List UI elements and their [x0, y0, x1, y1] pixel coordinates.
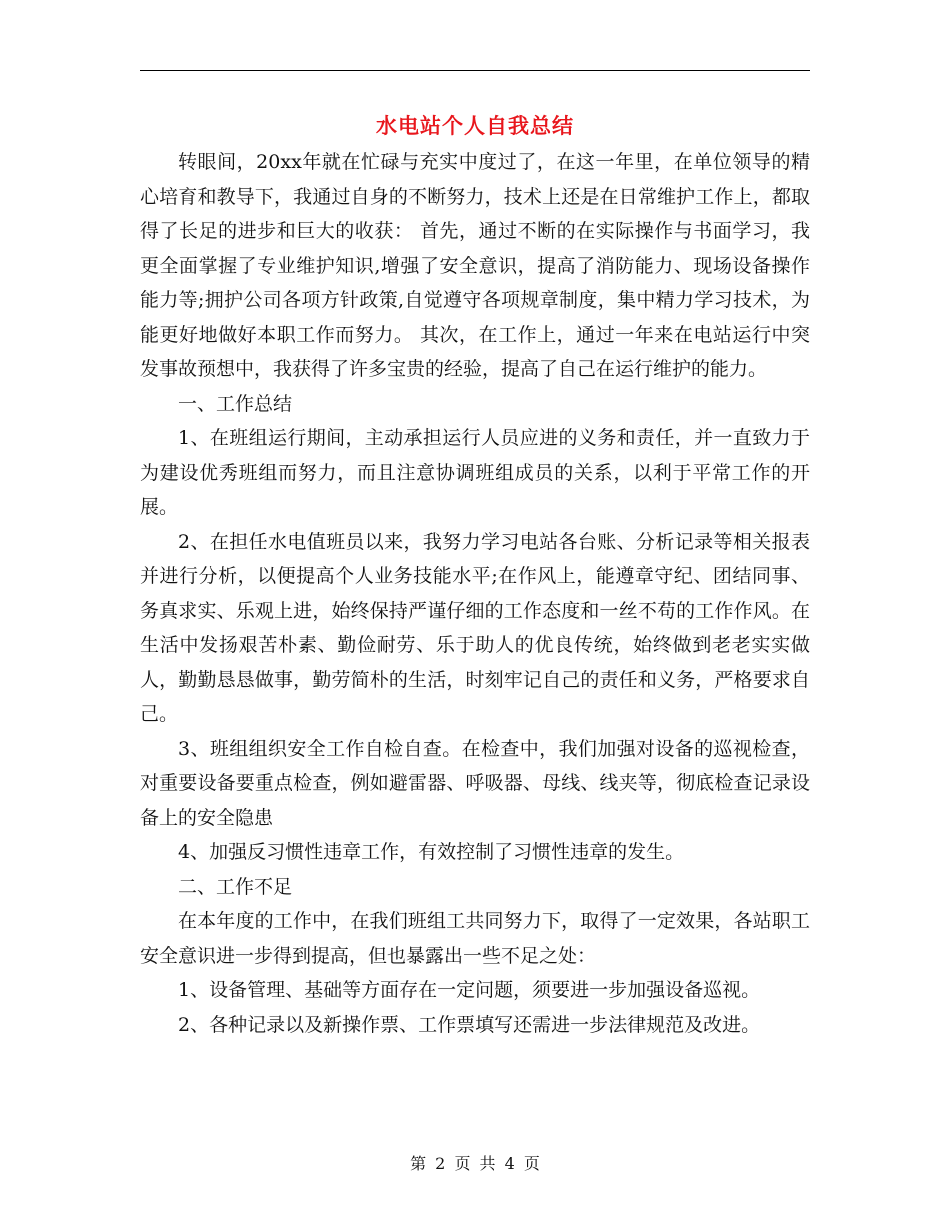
header-rule: [140, 70, 810, 71]
paragraph-shortcomings-intro: 在本年度的工作中，在我们班组工共同努力下，取得了一定效果，各站职工安全意识进一步得到提高，但也暴露出一些不足之处：: [140, 910, 810, 967]
section-heading-work-summary: 一、工作总结: [178, 392, 293, 415]
paragraph-shortcoming-item-2: 2、各种记录以及新操作票、工作票填写还需进一步法律规范及改进。: [178, 1013, 761, 1036]
paragraph-shortcoming-item-1: 1、设备管理、基础等方面存在一定问题，须要进一步加强设备巡视。: [178, 979, 761, 1001]
document-title: 水电站个人自我总结: [376, 113, 574, 138]
page-number: 第 2 页 共 4 页: [410, 1154, 540, 1173]
paragraph-summary-item-4: 4、加强反习惯性违章工作，有效控制了习惯性违章的发生。: [178, 841, 685, 863]
paragraph-intro: 转眼间，20xx年就在忙碌与充实中度过了，在这一年里，在单位领导的精心培育和教导下，我通过自身的不断努力，技术上还是在日常维护工作上，都取得了长足的进步和巨大的收获： 首先，通过不断的在实际操作与书面学习，我更全面掌握了专业维护知识,增强了安全意识，提高了消防能力、现场设备操作能力等;拥护公司各项方针政策,自觉遵守各项规章制度，集中精力学习技术，为能更好地做好本职工作而努力。 其次，在工作上，通过一年来在电站运行中突发事故预想中，我获得了许多宝贵的经验，提高了自己在运行维护的能力。: [140, 151, 810, 380]
paragraph-summary-item-3: 3、班组组织安全工作自检自查。在检查中，我们加强对设备的巡视检查，对重要设备要重点检查，例如避雷器、呼吸器、母线、线夹等，彻底检查记录设备上的安全隐患: [140, 737, 810, 829]
paragraph-summary-item-2: 2、在担任水电值班员以来，我努力学习电站各台账、分析记录等相关报表并进行分析，以便提高个人业务技能水平;在作风上，能遵章守纪、团结同事、务真求实、乐观上进，始终保持严谨仔细的工作态度和一丝不苟的工作作风。在生活中发扬艰苦朴素、勤俭耐劳、乐于助人的优良传统，始终做到老老实实做人，勤勤恳恳做事，勤劳简朴的生活，时刻牢记自己的责任和义务，严格要求自己。: [140, 530, 810, 725]
document-body: [140, 145, 810, 1042]
paragraph-summary-item-1: 1、在班组运行期间，主动承担运行人员应进的义务和责任，并一直致力于为建设优秀班组而努力，而且注意协调班组成员的关系，以利于平常工作的开展。: [140, 427, 810, 518]
section-heading-shortcomings: 二、工作不足: [178, 875, 293, 898]
